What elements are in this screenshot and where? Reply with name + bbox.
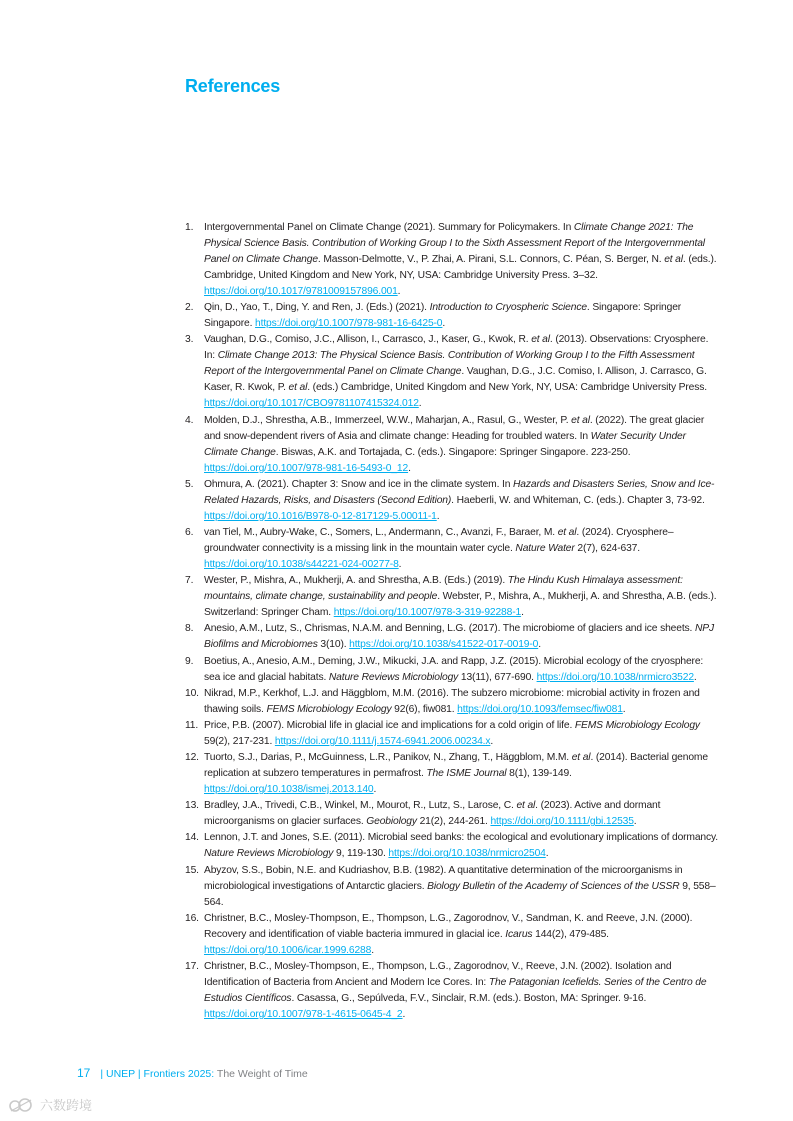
reference-text: . (eds.). Cambridge, United Kingdom and New York, NY, USA: Cambridge University Press. 3–32. — [204, 254, 717, 281]
reference-number: 9. — [185, 655, 194, 667]
reference-text: . — [693, 671, 697, 683]
doi-link[interactable]: https://doi.org/10.1007/978-981-16-5493-0_12 — [204, 462, 409, 474]
reference-text: . — [371, 944, 374, 956]
doi-link[interactable]: https://doi.org/10.1093/femsec/fiw081 — [457, 703, 623, 715]
reference-italic-text: Introduction to Cryospheric Science — [429, 302, 587, 314]
reference-text: Intergovernmental Panel on Climate Change (2021). Summary for Policymakers. In — [204, 222, 574, 233]
doi-link[interactable]: https://doi.org/10.1017/CBO9781107415324.012 — [204, 398, 419, 410]
page-number: 17 — [77, 1066, 91, 1080]
reference-text: Anesio, A.M., Lutz, S., Chrismas, N.A.M. and Benning, L.G. (2017). The microbiome of glaciers and ice sheets. — [204, 623, 695, 635]
reference-text: . (eds.) Cambridge, United Kingdom and New York, NY, USA: Cambridge University Press. — [307, 382, 707, 394]
reference-text: . — [545, 848, 549, 860]
reference-text: 13(11), 677-690. — [458, 671, 537, 683]
doi-link[interactable]: https://doi.org/10.1111/j.1574-6941.2006.00234.x — [274, 735, 491, 747]
watermark-text: 六数跨境 — [40, 1098, 93, 1113]
reference-item — [185, 750, 719, 798]
reference-italic-text: Nature Reviews Microbiology — [204, 848, 334, 860]
reference-text: . Casassa, G., Sepúlveda, F.V., Sinclair, R.M. (eds.). Boston, MA: Springer. 9-16. — [291, 993, 647, 1004]
footer-publication: | UNEP | Frontiers 2025: — [100, 1068, 215, 1080]
reference-italic-text: Geobiology — [366, 816, 417, 828]
reference-text: 9, 119-130. — [333, 848, 389, 860]
reference-italic-text: The Hindu Kush Himalaya assessment: mountains, climate change, sustainability and people — [204, 575, 683, 603]
reference-italic-text: Climate Change 2013: The Physical Science Basis. Contribution of Working Group I to the Fifth Assessment Report of the Intergovernmental Panel on Climate Change — [204, 350, 695, 378]
reference-text: Price, P.B. (2007). Microbial life in glacial ice and implications for a cold origin of life. — [204, 719, 575, 731]
reference-italic-text: et al — [288, 382, 308, 394]
reference-text: 92(6), fiw081. — [391, 703, 458, 715]
reference-number: 5. — [185, 478, 194, 490]
doi-link[interactable]: https://doi.org/10.1038/nrmicro3522 — [536, 671, 694, 683]
reference-text: . — [408, 462, 411, 474]
reference-text: . — [622, 703, 626, 715]
reference-text: . Haeberli, W. and Whiteman, C. (eds.). Chapter 3, 73-92. — [451, 494, 705, 506]
reference-item — [185, 220, 719, 300]
reference-text: Lennon, J.T. and Jones, S.E. (2011). Microbial seed banks: the ecological and evolutionary implications of dormancy. — [204, 832, 718, 844]
reference-italic-text: Icarus — [505, 928, 533, 940]
reference-item — [185, 477, 719, 525]
reference-text: . (2022). The great glacier and snow-dependent rivers of Asia and climate change: Heading for troubled waters. In — [204, 414, 705, 442]
reference-italic-text: Hazards and Disasters Series, Snow and Ice-Related Hazards, Risks, and Disasters (Second Edition) — [204, 478, 715, 506]
reference-item — [185, 830, 719, 862]
reference-italic-text: et al — [557, 526, 577, 538]
doi-link[interactable]: https://doi.org/10.1007/978-3-319-92288-1 — [333, 607, 522, 619]
doi-link[interactable]: https://doi.org/10.1038/ismej.2013.140 — [204, 784, 374, 796]
doi-link[interactable]: https://doi.org/10.1111/gbi.12535 — [490, 816, 634, 828]
doi-link[interactable]: https://doi.org/10.1017/9781009157896.001 — [204, 286, 398, 297]
reference-item — [185, 863, 719, 911]
reference-text: . (2024). Cryosphere–groundwater connectivity is a missing link in the mountain water cycle. — [204, 526, 674, 554]
reference-text: Nikrad, M.P., Kerkhof, L.J. and Häggblom, M.M. (2016). The subzero microbiome: microbial activity in frozen and thawing soils. — [204, 687, 700, 715]
reference-number: 10. — [185, 687, 199, 699]
reference-text: 3(10). — [317, 639, 350, 651]
reference-text: . — [402, 1009, 406, 1020]
reference-item — [185, 621, 719, 653]
reference-number: 4. — [185, 414, 194, 426]
reference-italic-text: Nature Water — [515, 542, 575, 554]
doi-link[interactable]: https://doi.org/10.1038/s44221-024-00277-8 — [204, 558, 399, 570]
reference-text: 21(2), 244-261. — [416, 816, 491, 828]
watermark — [8, 1095, 92, 1114]
reference-text: 144(2), 479-485. — [532, 928, 609, 940]
reference-number: 14. — [185, 832, 199, 844]
reference-number: 15. — [185, 864, 199, 876]
reference-number: 8. — [185, 623, 194, 635]
reference-item — [185, 413, 719, 477]
reference-text: . Masson-Delmotte, V., P. Zhai, A. Pirani, S.L. Connors, C. Péan, S. Berger, N. — [317, 254, 665, 265]
reference-text: . — [373, 784, 377, 796]
reference-italic-text: NPJ Biofilms and Microbiomes — [204, 623, 714, 651]
reference-text: 59(2), 217-231. — [204, 735, 275, 747]
reference-italic-text: Biology Bulletin of the Academy of Sciences of the USSR — [427, 880, 680, 892]
footer-subtitle: The Weight of Time — [214, 1068, 308, 1080]
reference-item — [185, 686, 719, 718]
reference-text: . — [633, 816, 637, 828]
reference-number: 2. — [185, 302, 194, 314]
reference-italic-text: et al — [664, 254, 683, 265]
page-footer — [77, 1066, 308, 1080]
doi-link[interactable]: https://doi.org/10.1007/978-1-4615-0645-4_2 — [204, 1009, 403, 1020]
reference-italic-text: FEMS Microbiology Ecology — [574, 719, 700, 731]
reference-text: Christner, B.C., Mosley-Thompson, E., Thompson, L.G., Zagorodnov, V., Sandman, K. and Reeve, J.N. (2000). Recovery and identification of viable bacteria immured in glacial ice. — [204, 912, 693, 940]
reference-item — [185, 718, 719, 750]
reference-item — [185, 573, 719, 621]
reference-item — [185, 300, 719, 332]
reference-item — [185, 525, 719, 573]
reference-text: . — [442, 318, 446, 330]
reference-number: 16. — [185, 912, 199, 924]
reference-number: 6. — [185, 526, 194, 538]
reference-number: 3. — [185, 334, 194, 346]
doi-link[interactable]: https://doi.org/10.1038/nrmicro2504 — [388, 848, 546, 860]
reference-italic-text: The ISME Journal — [426, 768, 507, 780]
reference-number: 17. — [185, 961, 199, 972]
logo-icon — [8, 1096, 34, 1114]
reference-item — [185, 654, 719, 686]
reference-italic-text: The Patagonian Icefields. Series of the Centro de Estudios Científicos — [204, 977, 707, 1004]
reference-number: 1. — [185, 222, 194, 233]
reference-text: Abyzov, S.S., Bobin, N.E. and Kudriashov, B.B. (1982). A quantitative determination of the microorganisms in microbiological investigations of Antarctic glaciers. — [204, 864, 683, 892]
reference-text: 2(7), 624-637. — [574, 542, 640, 554]
reference-text: 9, 558–564. — [204, 880, 716, 908]
reference-text: Ohmura, A. (2021). Chapter 3: Snow and ice in the climate system. In — [204, 478, 514, 490]
reference-text: . Webster, P., Mishra, A., Mukherji, A. and Shrestha, A.B. (eds.). Switzerland: Springer Cham. — [204, 591, 717, 619]
reference-italic-text: et al — [516, 800, 536, 812]
reference-text: Boetius, A., Anesio, A.M., Deming, J.W., Mikucki, J.A. and Rapp, J.Z. (2015). Microbial ecology of the cryosphere: sea ice and glacial habitats. — [204, 655, 704, 683]
reference-number: 13. — [185, 800, 199, 812]
reference-text: . — [521, 607, 524, 619]
doi-link[interactable]: https://doi.org/10.1007/978-981-16-6425-0 — [255, 318, 443, 330]
doi-link[interactable]: https://doi.org/10.1006/icar.1999.6288 — [204, 944, 372, 956]
reference-text: Vaughan, D.G., Comiso, J.C., Allison, I., Carrasco, J., Kaser, G., Kwok, R. — [204, 334, 532, 346]
reference-italic-text: Water Security Under Climate Change — [204, 430, 686, 458]
reference-text: Christner, B.C., Mosley-Thompson, E., Thompson, L.G., Zagorodnov, V., Reeve, J.N. (2002). Isolation and Identification of Bacteria from Ancient and Modern Ice Cores. In: — [204, 961, 672, 988]
reference-item — [185, 959, 719, 1023]
reference-number: 7. — [185, 575, 194, 587]
reference-italic-text: et al — [571, 414, 590, 426]
reference-list — [185, 220, 719, 1023]
reference-item — [185, 332, 719, 412]
reference-italic-text: FEMS Microbiology Ecology — [266, 703, 392, 715]
reference-number: 11. — [185, 719, 199, 731]
reference-text: . — [436, 510, 440, 522]
doi-link[interactable]: https://doi.org/10.1016/B978-0-12-817129-5.00011-1 — [204, 510, 437, 522]
reference-text: . — [490, 735, 494, 747]
reference-text: . (2014). Bacterial genome replication at subzero temperatures in permafrost. — [204, 752, 708, 780]
reference-number: 12. — [185, 752, 199, 764]
reference-text: . (2023). Active and dormant microorganisms on glacier surfaces. — [204, 800, 661, 828]
reference-italic-text: et al — [571, 752, 591, 764]
reference-text: . Biswas, A.K. and Tortajada, C. (eds.). Singapore: Springer Singapore. 223-250. — [275, 446, 631, 458]
reference-text: . — [418, 398, 422, 410]
reference-text: Qin, D., Yao, T., Ding, Y. and Ren, J. (Eds.) (2021). — [204, 302, 430, 314]
reference-text: Wester, P., Mishra, A., Mukherji, A. and Shrestha, A.B. (Eds.) (2019). — [204, 575, 508, 587]
reference-text: Bradley, J.A., Trivedi, C.B., Winkel, M., Mourot, R., Lutz, S., Larose, C. — [204, 800, 517, 812]
reference-item — [185, 911, 719, 959]
page-title: References — [185, 76, 281, 96]
reference-text: . Vaughan, D.G., J.C. Comiso, I. Allison, J. Carrasco, G. Kaser, R. Kwok, P. — [204, 366, 707, 394]
reference-text: . Singapore: Springer Singapore. — [204, 302, 682, 330]
reference-text: . — [398, 558, 402, 570]
reference-text: Molden, D.J., Shrestha, A.B., Immerzeel, W.W., Maharjan, A., Rasul, G., Wester, P. — [204, 414, 572, 426]
reference-text: Tuorto, S.J., Darias, P., McGuinness, L.R., Panikov, N., Zhang, T., Häggblom, M.M. — [204, 752, 572, 764]
reference-text: van Tiel, M., Aubry-Wake, C., Somers, L., Andermann, C., Avanzi, F., Baraer, M. — [204, 526, 558, 538]
reference-italic-text: Nature Reviews Microbiology — [328, 671, 459, 683]
reference-italic-text: Climate Change 2021: The Physical Science Basis. Contribution of Working Group I to the Sixth Assessment Report of the Intergovernmental Panel on Climate Change — [204, 222, 705, 265]
reference-text: 8(1), 139-149. — [506, 768, 572, 780]
reference-text: . (2013). Observations: Cryosphere. In: — [204, 334, 709, 362]
doi-link[interactable]: https://doi.org/10.1038/s41522-017-0019-0 — [349, 639, 539, 651]
reference-text: . — [538, 639, 541, 651]
reference-text: . — [397, 286, 401, 297]
reference-italic-text: et al — [531, 334, 550, 346]
reference-item — [185, 798, 719, 830]
